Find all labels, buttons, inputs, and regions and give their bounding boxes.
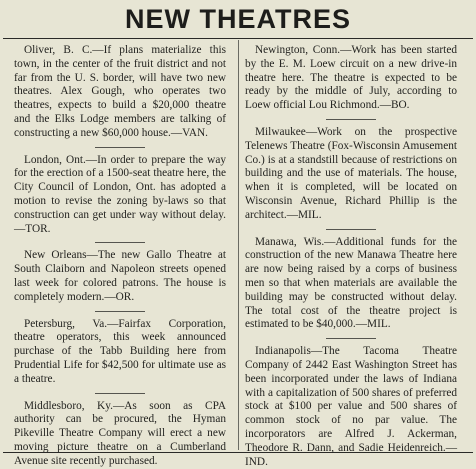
right-column xyxy=(245,44,457,469)
column-divider xyxy=(238,40,239,450)
news-item-oliver: Oliver, B. C.—If plans materialize this town, in the center of the fruit district and not far from the U. S. border, will have two new theatres. Alex Gough, who operates two theatres, expects to build a $20,000 theatre and the Elks Lodge members are talking of constructing a new $60,000 house.—VAN. xyxy=(14,44,226,139)
item-separator xyxy=(326,119,376,120)
news-item-middlesboro: Middlesboro, Ky.—As soon as CPA authority can be procured, the Hyman Pikeville Theatre Company will erect a new moving picture theatre on a Cumberland Avenue site recently purchased. xyxy=(14,399,226,467)
title-rule xyxy=(3,38,473,39)
news-item-new-orleans: New Orleans—The new Gallo Theatre at South Claiborn and Napoleon streets opened last week for colored patrons. The house is completely modern.—OR. xyxy=(14,249,226,303)
news-item-petersburg: Petersburg, Va.—Fairfax Corporation, theatre operators, this week announced purchase of the Tabb Building here from Prudential Life for $42,500 for ultimate use as a theatre. xyxy=(14,317,226,385)
left-column xyxy=(14,44,226,469)
item-separator xyxy=(326,229,376,230)
news-item-manawa: Manawa, Wis.—Additional funds for the construction of the new Manawa Theatre here are now being raised by a corps of business men so that when materials are available the building may be constructed without delay. The total cost of the theatre project is estimated to be $40,000.—MIL. xyxy=(245,235,457,331)
news-item-newington: Newington, Conn.—Work has been started by the E. M. Loew circuit on a new drive-in theatre here. The theatre is expected to be ready by the middle of July, according to Loew official Lou Richmond.—BO. xyxy=(245,44,457,112)
item-separator xyxy=(95,393,145,394)
item-separator xyxy=(95,147,145,148)
news-item-london: London, Ont.—In order to prepare the way for the erection of a 1500-seat theatre here, the City Council of London, Ont. has adopted a motion to revise the zoning by-laws so that construction can get under way without delay.—TOR. xyxy=(14,153,226,235)
news-item-indianapolis: Indianapolis—The Tacoma Theatre Company of 2442 East Washington Street has been incorporated under the laws of Indiana with a capitalization of 500 shares of preferred stock at $100 per value and 500 shares of common stock of no par value. The incorporators are Alfred J. Ackerman, Theodore R. Dann, and Sadie Heidenreich.—IND. xyxy=(245,345,457,468)
page-title: NEW THEATRES xyxy=(125,4,351,34)
item-separator xyxy=(95,311,145,312)
item-separator xyxy=(95,242,145,243)
news-item-milwaukee: Milwaukee—Work on the prospective Telenews Theatre (Fox-Wisconsin Amusement Co.) is at a standstill because of restrictions on building and the use of materials. The house, when it is completed, will be located on Wisconsin Avenue, Richard Phillip is the architect.—MIL. xyxy=(245,125,457,221)
item-separator xyxy=(326,338,376,339)
bottom-rule xyxy=(3,452,473,453)
